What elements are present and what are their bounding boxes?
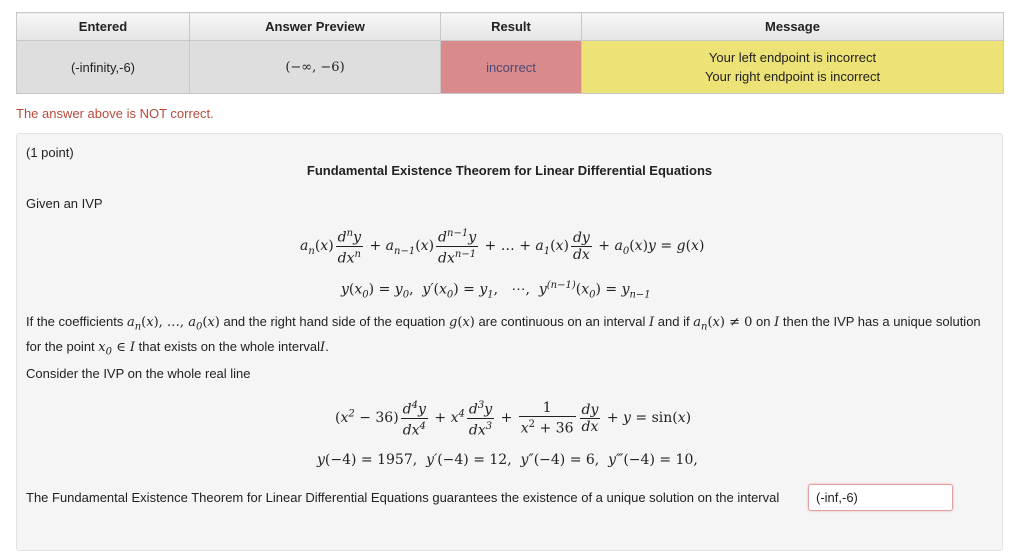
result-badge: incorrect <box>441 41 582 94</box>
consider-label: Consider the IVP on the whole real line <box>26 366 251 381</box>
problem-panel <box>16 133 1003 551</box>
message-cell <box>582 41 1004 94</box>
specific-initial-conditions: y(−4) = 1957, y′(−4) = 12, y″(−4) = 6, y‴(−4) = 10, <box>317 452 698 468</box>
status-message: The answer above is NOT correct. <box>16 106 214 121</box>
theorem-statement: If the coefficients $a_n(x)$, …, $a_0(x)$ and the right hand side of the equation g(x) are continuous on an interval I and if $a_n(x) \ne 0$ on I then the IVP has a unique solution for the point $x_0$ ∈ I that exists on the whole intervalI. <box>26 314 981 358</box>
header-message: Message <box>582 13 1004 41</box>
entered-value: (-infinity,-6) <box>17 41 190 94</box>
header-entered: Entered <box>17 13 190 41</box>
theorem-title: Fundamental Existence Theorem for Linear Differential Equations <box>306 163 713 178</box>
general-initial-conditions: $y(x_0) = y_0$, $y'(x_0) = y_1$, ⋯, $y^{(n-1)}(x_0) = y_{n-1}$ <box>341 280 651 301</box>
general-ode-equation: $a_n(x)$ $\frac{d^ny}{dx^n}$ + $a_{n-1}(x)$ $\frac{d^{n-1}y}{dx^{n-1}}$ + … + $a_1(x)$ $\frac{dy}{dx}$ + $a_0(x)y = g(x)$ <box>300 228 705 267</box>
header-result: Result <box>441 13 582 41</box>
message-left-endpoint: Your left endpoint is incorrect <box>708 50 877 65</box>
final-question: The Fundamental Existence Theorem for Linear Differential Equations guarantees the existence of a unique solution on the interval <box>26 490 780 505</box>
specific-ode-equation: $(x^2 - 36)$ $\frac{d^4y}{dx^4}$ + $x^4$ $\frac{d^3y}{dx^3}$ + $\frac{1}{x^2 + 36}$ $\frac{dy}{dx}$ + y = sin(x) <box>335 399 692 439</box>
message-right-endpoint: Your right endpoint is incorrect <box>704 69 881 84</box>
points-label: (1 point) <box>26 145 74 160</box>
header-answer-preview: Answer Preview <box>190 13 441 41</box>
results-header-row <box>17 13 1004 41</box>
answer-preview: (−∞, −6) <box>190 41 441 94</box>
given-label: Given an IVP <box>26 196 103 211</box>
results-row <box>17 41 1004 94</box>
answer-input[interactable]: (-inf,-6) <box>808 484 953 511</box>
results-table <box>16 12 1004 94</box>
